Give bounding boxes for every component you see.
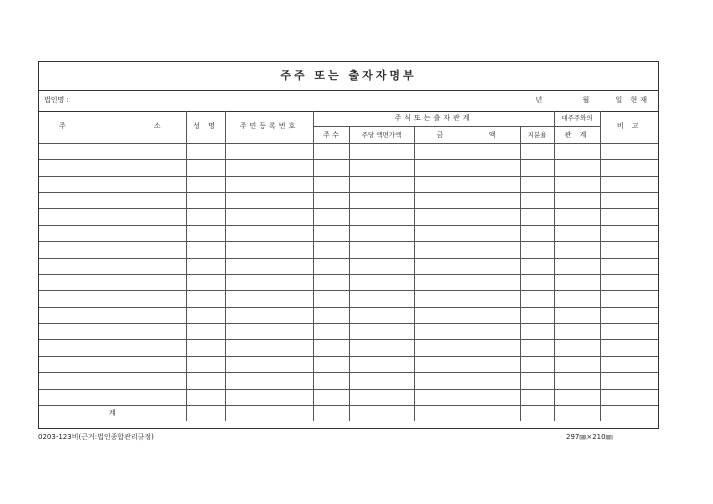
form-frame [38,61,659,429]
table-cell[interactable] [225,340,313,356]
table-cell[interactable] [414,340,520,356]
table-cell[interactable] [600,192,658,208]
corp-info-line [39,90,658,112]
table-row [39,356,658,372]
table-cell[interactable] [39,192,186,208]
table-cell[interactable] [186,340,225,356]
col-par-value: 주당 액면가액 [349,127,414,143]
paper-size: 297㎜×210㎜ [566,433,613,441]
date-year-label: 년 [535,96,543,104]
table-cell[interactable] [39,143,186,159]
table-cell[interactable] [349,324,414,340]
table-cell[interactable] [39,225,186,241]
table-row [39,225,658,241]
table-cell[interactable] [554,389,600,405]
table-cell[interactable] [349,340,414,356]
table-cell[interactable] [600,307,658,323]
table-cell[interactable] [313,356,349,372]
table-cell[interactable] [225,373,313,389]
table-cell[interactable] [349,176,414,192]
table-cell[interactable] [600,373,658,389]
col-ratio: 지분율 [520,127,554,143]
table-cell[interactable] [225,307,313,323]
table-cell[interactable] [313,373,349,389]
table-row [39,340,658,356]
table-cell[interactable] [414,373,520,389]
table-cell[interactable] [39,209,186,225]
table-cell[interactable] [39,242,186,258]
table-cell[interactable] [600,340,658,356]
table-cell[interactable] [554,373,600,389]
table-cell[interactable] [186,274,225,290]
col-relation-top: 대주주와의 [554,111,600,127]
table-row [39,143,658,159]
table-cell[interactable] [414,176,520,192]
table-cell[interactable] [554,176,600,192]
table-cell[interactable] [313,176,349,192]
shareholder-table [39,111,658,421]
table-cell[interactable] [313,389,349,405]
table-cell[interactable] [520,258,554,274]
col-remarks: 비 고 [600,111,658,143]
table-cell[interactable] [39,160,186,176]
table-cell[interactable] [313,209,349,225]
table-cell[interactable] [600,356,658,372]
table-cell[interactable] [414,160,520,176]
table-cell[interactable] [600,242,658,258]
table-row [39,176,658,192]
table-cell[interactable] [225,291,313,307]
table-cell[interactable] [349,307,414,323]
table-row [39,307,658,323]
table-cell[interactable] [186,143,225,159]
table-cell[interactable] [349,373,414,389]
table-cell[interactable] [349,225,414,241]
table-cell[interactable] [520,389,554,405]
table-cell[interactable] [554,225,600,241]
col-relation-bottom: 관 계 [554,127,600,143]
table-row [39,324,658,340]
table-cell[interactable] [39,307,186,323]
table-cell[interactable] [349,356,414,372]
table-cell[interactable] [554,324,600,340]
table-cell[interactable] [414,258,520,274]
table-row [39,160,658,176]
table-cell[interactable] [414,389,520,405]
table-cell[interactable] [186,242,225,258]
table-row [39,373,658,389]
table-cell[interactable] [520,225,554,241]
table-cell[interactable] [520,340,554,356]
table-cell[interactable] [186,192,225,208]
table-cell[interactable] [554,340,600,356]
table-cell[interactable] [39,176,186,192]
table-cell[interactable] [186,160,225,176]
table-row [39,291,658,307]
table-cell[interactable] [225,209,313,225]
table-cell[interactable] [520,324,554,340]
table-row [39,192,658,208]
table-cell[interactable] [349,143,414,159]
col-group-share-relation: 주식또는출자관계 [313,111,554,127]
table-cell[interactable] [186,373,225,389]
table-cell[interactable] [313,291,349,307]
table-cell[interactable] [186,324,225,340]
table-cell[interactable] [39,389,186,405]
table-cell[interactable] [600,291,658,307]
table-cell[interactable] [39,373,186,389]
table-cell[interactable] [39,258,186,274]
table-cell[interactable] [414,225,520,241]
table-cell[interactable] [225,274,313,290]
table-cell[interactable] [520,176,554,192]
table-cell[interactable] [520,274,554,290]
table-row [39,242,658,258]
table-cell[interactable] [225,356,313,372]
table-cell[interactable] [520,209,554,225]
table-cell[interactable] [554,258,600,274]
table-cell[interactable] [39,356,186,372]
table-cell[interactable] [39,274,186,290]
table-cell[interactable] [349,160,414,176]
table-cell[interactable] [349,389,414,405]
col-address: 주 소 [39,111,186,143]
table-cell[interactable] [313,340,349,356]
col-amount: 금 액 [414,127,520,143]
date-month-label: 월 [582,96,590,104]
table-cell[interactable] [554,307,600,323]
table-cell[interactable] [554,160,600,176]
col-name: 성 명 [186,111,225,143]
table-cell[interactable] [554,192,600,208]
table-cell[interactable] [39,291,186,307]
table-cell[interactable] [186,356,225,372]
table-cell[interactable] [520,307,554,323]
table-cell[interactable] [349,274,414,290]
total-row [39,406,658,422]
table-cell[interactable] [225,324,313,340]
table-cell[interactable] [225,242,313,258]
table-cell[interactable] [414,324,520,340]
table-cell[interactable] [520,373,554,389]
as-of-date [535,90,650,111]
table-cell[interactable] [520,192,554,208]
table-cell[interactable] [186,176,225,192]
date-day-label: 일 현재 [615,96,650,104]
table-cell[interactable] [554,356,600,372]
table-cell[interactable] [554,274,600,290]
table-cell[interactable] [600,209,658,225]
table-cell[interactable] [600,225,658,241]
table-cell[interactable] [313,242,349,258]
table-cell[interactable] [600,324,658,340]
corp-name-label: 법인명 : [44,96,69,104]
table-cell[interactable] [186,307,225,323]
table-cell[interactable] [313,192,349,208]
table-cell[interactable] [186,258,225,274]
table-cell[interactable] [520,242,554,258]
table-cell[interactable] [520,291,554,307]
table-cell[interactable] [313,143,349,159]
table-cell[interactable] [313,225,349,241]
table-cell[interactable] [349,258,414,274]
table-cell[interactable] [554,209,600,225]
table-cell[interactable] [39,324,186,340]
table-cell[interactable] [414,291,520,307]
table-cell[interactable] [349,209,414,225]
table-row [39,274,658,290]
table-cell[interactable] [186,209,225,225]
table-cell[interactable] [414,307,520,323]
table-cell[interactable] [414,143,520,159]
table-cell[interactable] [600,389,658,405]
table-cell[interactable] [600,160,658,176]
table-cell[interactable] [225,225,313,241]
table-cell[interactable] [313,258,349,274]
table-row [39,389,658,405]
table-cell[interactable] [349,291,414,307]
table-cell[interactable] [554,143,600,159]
table-cell[interactable] [600,258,658,274]
table-cell[interactable] [414,356,520,372]
table-cell[interactable] [414,274,520,290]
table-cell[interactable] [520,143,554,159]
table-cell[interactable] [414,242,520,258]
table-cell[interactable] [554,291,600,307]
table-cell[interactable] [313,160,349,176]
col-resident-no: 주민등록번호 [225,111,313,143]
table-cell[interactable] [225,160,313,176]
table-cell[interactable] [225,192,313,208]
table-cell[interactable] [39,340,186,356]
table-cell[interactable] [313,274,349,290]
table-cell[interactable] [349,242,414,258]
table-cell[interactable] [186,291,225,307]
table-cell[interactable] [313,307,349,323]
total-label: 계 [39,406,186,422]
table-cell[interactable] [600,176,658,192]
table-cell[interactable] [186,389,225,405]
table-cell[interactable] [414,209,520,225]
table-cell[interactable] [520,160,554,176]
table-cell[interactable] [600,143,658,159]
col-shares: 주 수 [313,127,349,143]
table-row [39,258,658,274]
table-row [39,209,658,225]
table-cell[interactable] [520,356,554,372]
table-cell[interactable] [600,274,658,290]
form-title: 주주 또는 출자자명부 [39,62,658,91]
table-cell[interactable] [225,176,313,192]
table-cell[interactable] [186,225,225,241]
table-cell[interactable] [225,258,313,274]
table-cell[interactable] [349,192,414,208]
table-cell[interactable] [313,324,349,340]
table-cell[interactable] [414,192,520,208]
table-cell[interactable] [225,143,313,159]
form-code: 0203-123비(근거:법인종합관리규정) [38,433,154,441]
table-cell[interactable] [554,242,600,258]
table-cell[interactable] [225,389,313,405]
table-body [39,143,658,405]
